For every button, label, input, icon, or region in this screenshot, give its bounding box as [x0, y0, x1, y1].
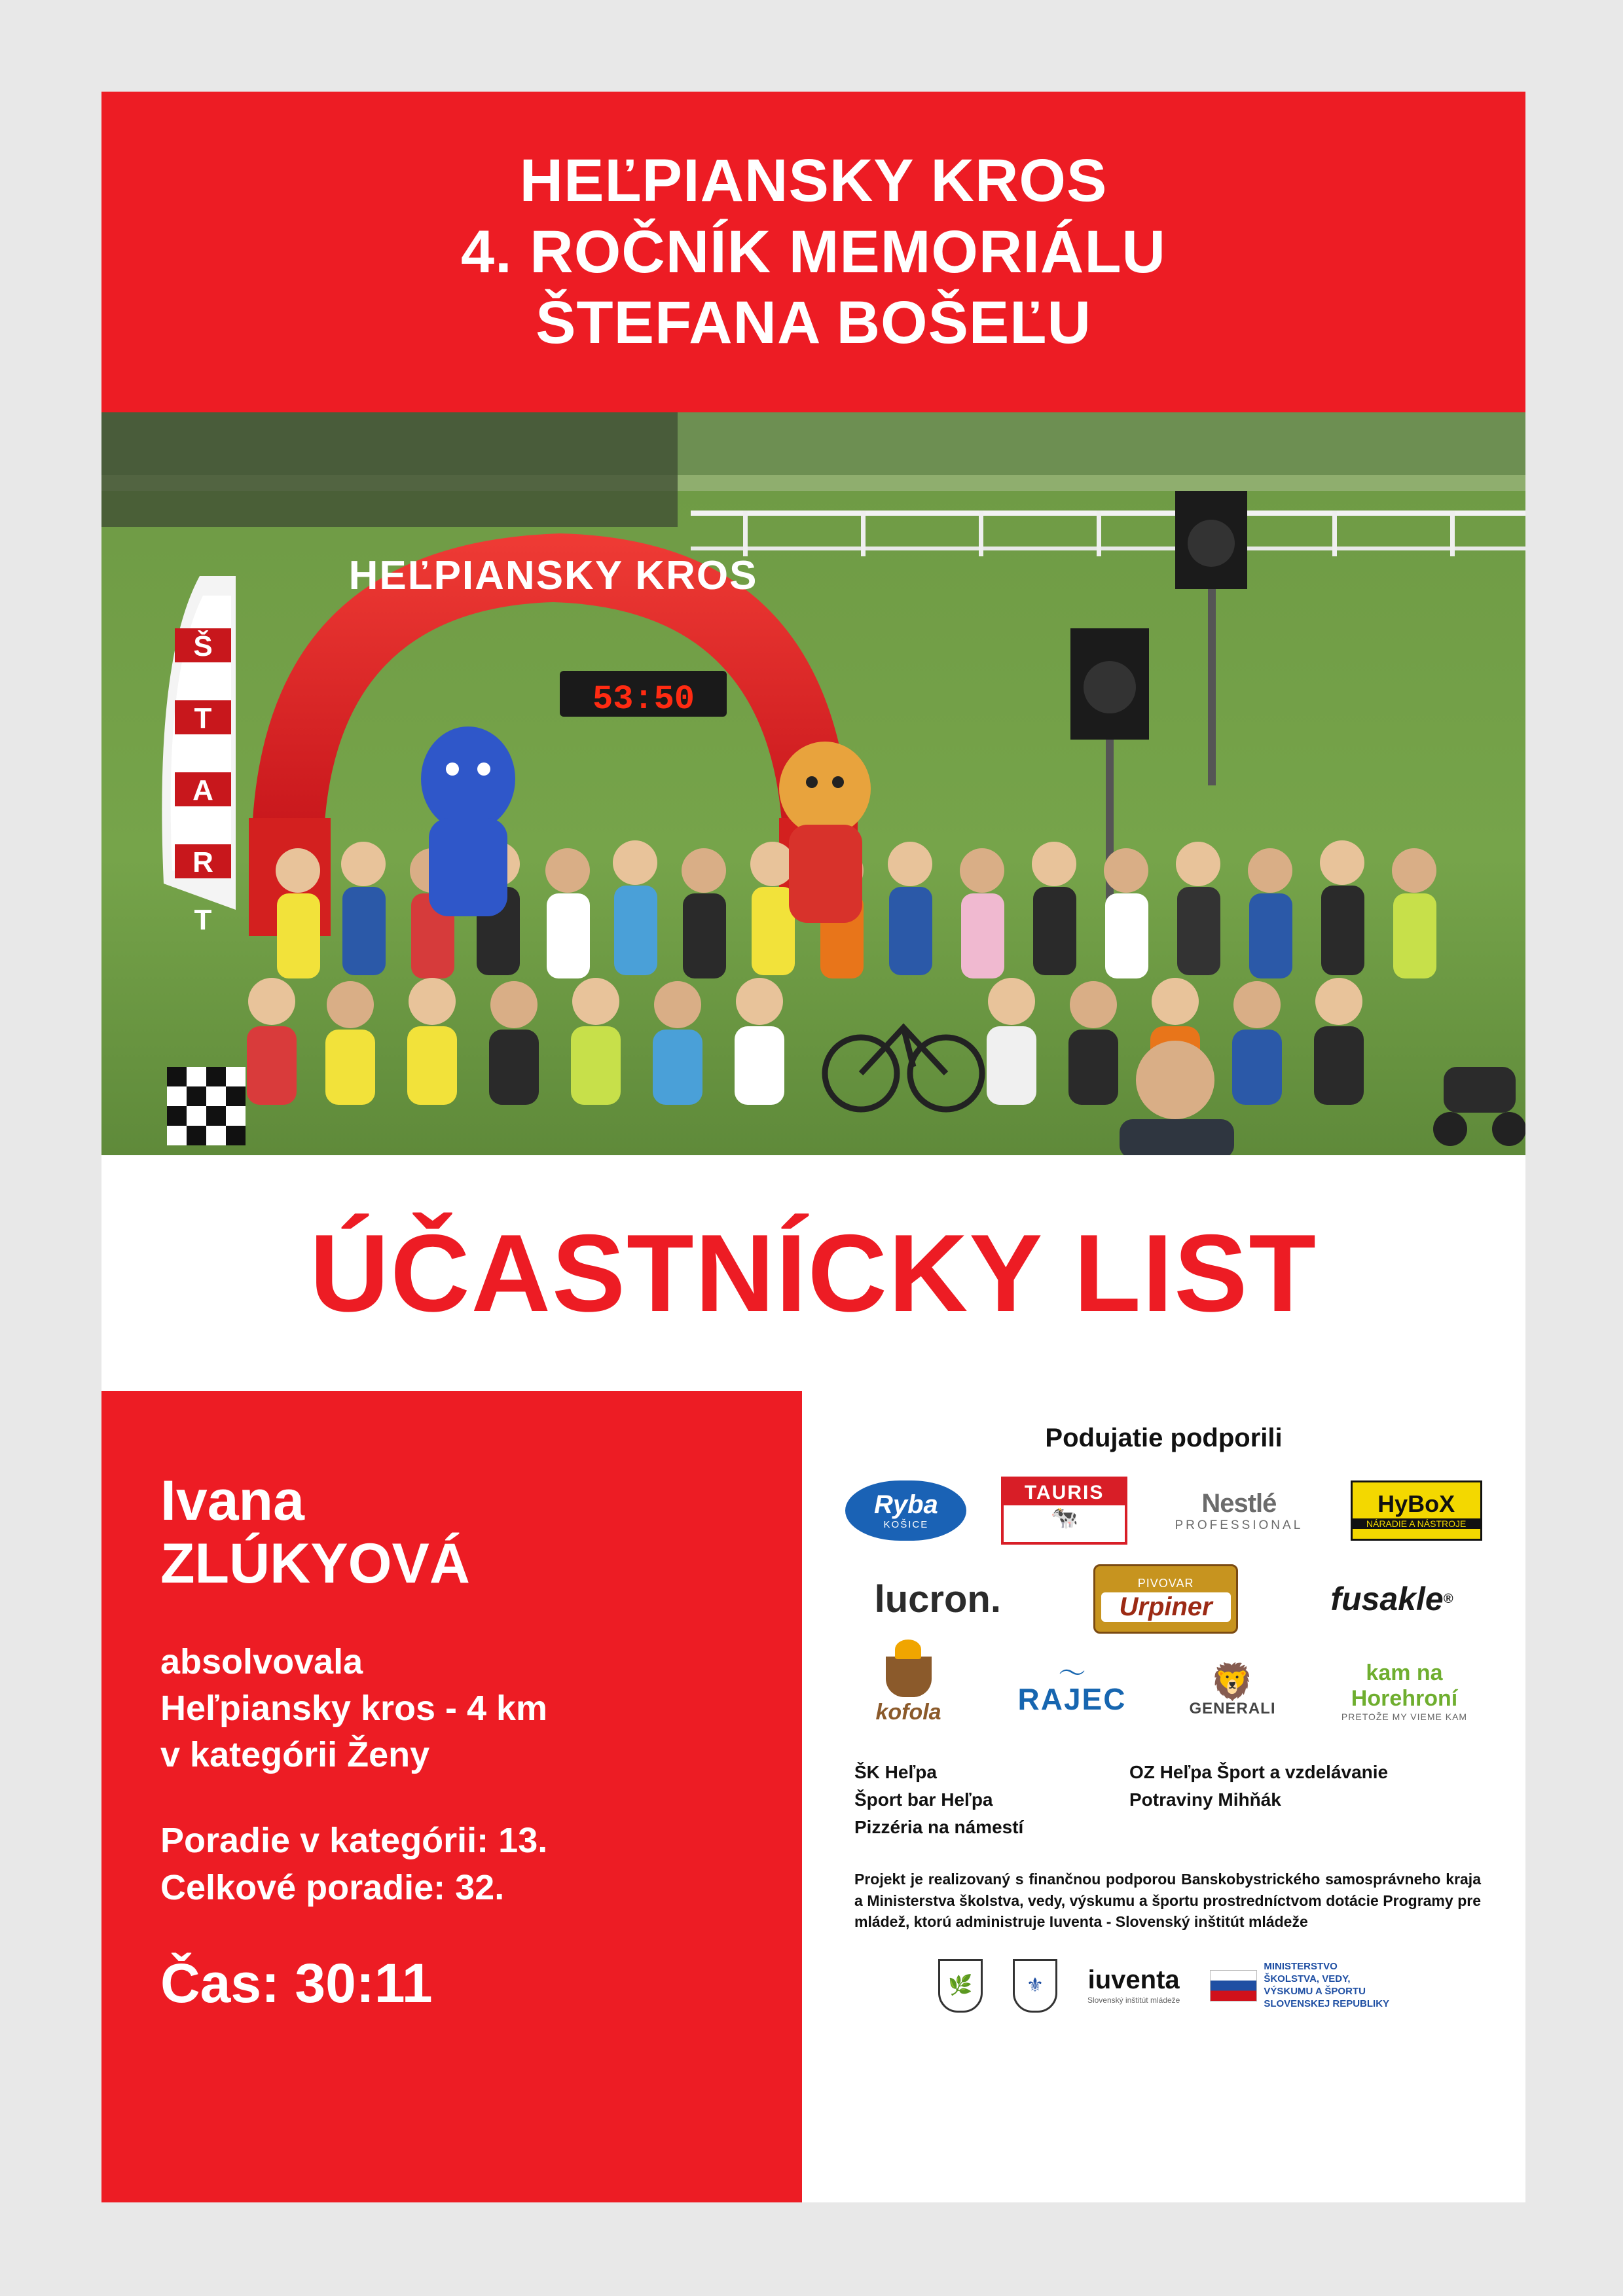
participant-result-panel	[101, 1391, 802, 2202]
svg-text:T: T	[194, 904, 212, 936]
wave-icon: 〜	[1058, 1657, 1086, 1689]
header-line-1: HEĽPIANSKY KROS	[519, 147, 1108, 215]
slovak-flag-icon	[1210, 1970, 1257, 2001]
ministry-line-1: MINISTERSTVO	[1264, 1961, 1338, 1973]
hybox-logo-sub: NÁRADIE A NÁSTROJE	[1353, 1518, 1480, 1529]
institution-logos	[828, 1959, 1499, 2013]
partner-sk-helpa: ŠK Heľpa	[854, 1762, 937, 1782]
ministry-line-2: ŠKOLSTVA, VEDY,	[1264, 1973, 1351, 1985]
sponsor-logo-row-3	[828, 1653, 1499, 1729]
fusakle-logo-sub: ®	[1443, 1591, 1453, 1606]
ministry-line-3: VÝSKUMU A ŠPORTU	[1264, 1985, 1366, 1997]
generali-logo	[1169, 1653, 1296, 1729]
svg-text:A: A	[192, 774, 213, 806]
race-details	[160, 1639, 802, 1779]
iuventa-logo	[1087, 1967, 1180, 2005]
ryba-logo-name: Ryba	[873, 1490, 938, 1519]
sponsors-heading: Podujatie podporili	[1045, 1424, 1283, 1452]
hybox-logo	[1351, 1480, 1482, 1541]
rajec-logo-name: RAJEC	[1017, 1682, 1127, 1717]
overall-place: Celkové poradie: 32.	[160, 1867, 505, 1907]
iuventa-logo-sub: Slovenský inštitút mládeže	[1087, 1995, 1180, 2005]
page-title: ÚČASTNÍCKY LIST	[310, 1211, 1317, 1335]
municipal-crest-icon: 🌿	[938, 1959, 983, 2013]
ministry-logo	[1210, 1961, 1389, 2010]
partners-col-right	[1129, 1759, 1388, 1841]
race-name: Heľpiansky kros - 4 km	[160, 1688, 548, 1728]
regional-crest-icon: ⚜	[1013, 1959, 1057, 2013]
category-place: Poradie v kategórii: 13.	[160, 1821, 548, 1861]
runner-family-name: ZLÚKYOVÁ	[160, 1532, 470, 1596]
partner-sport-bar-helpa: Šport bar Heľpa	[854, 1789, 993, 1810]
sponsor-logo-row-1	[828, 1477, 1499, 1545]
nestle-logo-sub: PROFESSIONAL	[1175, 1518, 1304, 1532]
poster-header	[101, 92, 1525, 412]
kofola-logo	[841, 1653, 976, 1729]
kofola-cup-icon	[886, 1657, 932, 1697]
partner-oz-helpa-sport: OZ Heľpa Šport a vzdelávanie	[1129, 1762, 1389, 1782]
kam-logo-sub: PRETOŽE MY VIEME KAM	[1341, 1711, 1468, 1722]
rajec-logo	[1002, 1655, 1142, 1727]
nestle-logo	[1162, 1479, 1316, 1542]
kam-na-horehroni-logo	[1322, 1653, 1486, 1729]
sponsor-logo-row-2	[828, 1564, 1499, 1634]
kofola-logo-name: kofola	[875, 1700, 941, 1725]
header-line-2: 4. ROČNÍK MEMORIÁLU	[461, 218, 1166, 285]
ryba-logo	[845, 1480, 966, 1541]
partners-list	[828, 1759, 1499, 1841]
ministry-line-4: SLOVENSKEJ REPUBLIKY	[1264, 1998, 1390, 2009]
urpiner-logo	[1093, 1564, 1238, 1634]
sponsors-panel	[802, 1391, 1525, 2202]
bull-icon: 🐄	[1050, 1505, 1078, 1530]
tauris-logo-name: TAURIS	[1004, 1479, 1125, 1505]
header-line-3: ŠTEFANA BOŠEĽU	[536, 289, 1091, 357]
lucron-logo: lucron.	[874, 1577, 1001, 1621]
tauris-logo	[1001, 1477, 1127, 1545]
urpiner-logo-sub: PIVOVAR	[1137, 1576, 1194, 1590]
svg-text:R: R	[192, 846, 213, 878]
svg-text:HEĽPIANSKY KROS: HEĽPIANSKY KROS	[348, 553, 758, 598]
lion-icon: 🦁	[1210, 1662, 1255, 1702]
finish-time: Čas: 30:11	[160, 1952, 433, 2014]
svg-text:53:50: 53:50	[592, 680, 695, 719]
svg-text:Š: Š	[193, 630, 213, 662]
urpiner-logo-name: Urpiner	[1101, 1592, 1231, 1622]
race-category: v kategórii Ženy	[160, 1735, 430, 1775]
ryba-logo-sub: KOŠICE	[883, 1519, 929, 1530]
title-band	[101, 1155, 1525, 1391]
funding-note: Projekt je realizovaný s finančnou podporou Banskobystrického samosprávneho kraja a Ministerstva školstva, vedy, výskumu a športu prostredníctvom dotácie Programy pre mládež, ktorú administruje Iuventa - Slovenský inštitút mládeže	[854, 1871, 1481, 1931]
placings	[160, 1818, 802, 1911]
kam-logo-name: kam na Horehroní	[1351, 1660, 1458, 1711]
photo-illustration	[101, 412, 1525, 1155]
partners-col-left	[854, 1759, 1129, 1841]
nestle-logo-name: Nestlé	[1201, 1488, 1277, 1518]
partner-pizzeria-na-namesti: Pizzéria na námestí	[854, 1817, 1024, 1837]
fusakle-logo	[1330, 1580, 1453, 1618]
runner-name	[160, 1469, 802, 1596]
completed-label: absolvovala	[160, 1641, 363, 1681]
iuventa-logo-name: iuventa	[1087, 1965, 1180, 1994]
fusakle-logo-name: fusakle	[1330, 1581, 1444, 1617]
ministry-text	[1264, 1961, 1389, 2010]
svg-text:T: T	[194, 702, 212, 734]
generali-logo-name: GENERALI	[1189, 1699, 1276, 1717]
hybox-logo-name: HyBoX	[1377, 1490, 1455, 1517]
runner-given-name: Ivana	[160, 1469, 304, 1532]
event-photo	[101, 412, 1525, 1155]
partner-potraviny-mihnak: Potraviny Mihňák	[1129, 1789, 1281, 1810]
